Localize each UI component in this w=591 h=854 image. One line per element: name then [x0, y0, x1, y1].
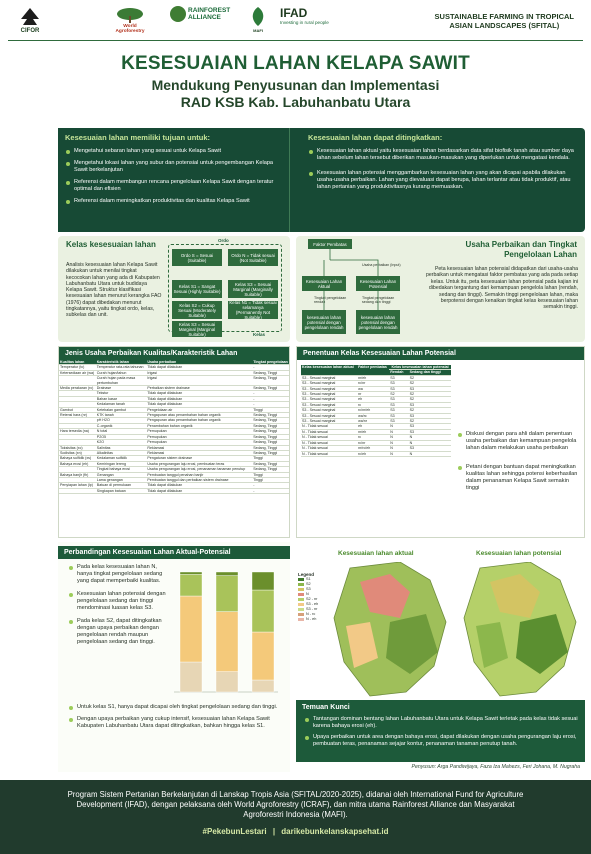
list-item: Pada kelas kesesuaian lahan N, hanya tingkat pengelolaan sedang yang dapat memperbaiki kualitas.	[68, 564, 168, 585]
table-cell: S3	[389, 419, 408, 424]
table-cell: wa	[357, 386, 389, 391]
legend-swatch	[298, 578, 304, 582]
table-cell: Irigasi	[146, 376, 252, 386]
table-cell: wa/nr	[357, 419, 389, 424]
legend-swatch	[298, 598, 304, 602]
bar-segment-N	[216, 672, 238, 692]
table-cell: Batuan di permukaan	[96, 483, 147, 488]
table-cell: Tinggi	[252, 472, 289, 477]
legend-label: N - rc	[306, 612, 316, 616]
table-cell: Drainase	[96, 386, 147, 391]
frog-icon	[170, 6, 186, 22]
icraf-logo: World Agroforestry	[110, 6, 150, 34]
table-cell: eh	[357, 424, 389, 429]
table-cell: Sedang, Tinggi	[252, 376, 289, 386]
table-cell: nr/eh	[357, 375, 389, 380]
bar-segment-S1	[216, 572, 238, 576]
table-cell: Pembuatan tanggul penahan banjir	[146, 472, 252, 477]
comparison-list-wide	[68, 704, 284, 735]
table-cell: K2O	[96, 440, 147, 445]
flow-high-management: kesesuaian lahan potensial dengan pengelolaan rendah	[356, 310, 400, 334]
kelas-s2-box: Kelas S2 = Cukup Sesuai (Moderately Suitable)	[172, 301, 222, 319]
table-cell: S2	[409, 392, 451, 397]
efforts-title: Usaha Perbaikan dan Tingkat Pengelolaan Lahan	[465, 240, 577, 259]
table-cell: N - Tidak sesuai	[301, 446, 357, 451]
page-subtitle: Mendukung Penyusunan dan Implementasi RAD KSB Kab. Labuhanbatu Utara	[151, 77, 440, 110]
table-cell: wa/rc	[357, 413, 389, 418]
table-cell: S3	[389, 397, 408, 402]
cifor-logo: CIFOR	[10, 6, 50, 34]
potential-class-section: Penentuan Kelas Kesesuaian Lahan Potensial Kelas kesesuaian lahan aktual Faktor pembatas Kelas kesesuaian lahan potensial Rendah Sedang dan tinggi S3 - Sesuai marginal nr/eh S3 S2 S3 - Sesuai marginal rc/nr S3 S2 S3 - Sesuai marginal wa S3 S3 S3 - Sesuai marginal nr S2 S2 S3 - Sesuai marginal eh S3 S2 S3 - Sesuai marginal rc S3 S3 S3 - Sesuai marginal rc/nr/eh S3 S2 S3 - Sesuai marginal wa/rc S3 S3 S3 - Sesuai marginal wa/nr S3 S2 N - Tidak sesuai eh N S3 N - Tidak sesuai nr/eh N S3 N - Tidak sesuai rc N N N - Tidak sesuai rc/nr N N N - Tidak sesuai nr/rc/eh N S3 N - Tidak sesuai rc/eh N N Diskusi dengan para ahli dalam penentuan usaha perbaikan dan kemampuan pengelola lahan dalam melakukan usaha perbaikan Petani dengan bantuan dapat meningkatkan kualitas lahan sehingga potensi keberhasilan dalam penanaman Kelapa Sawit semakin tinggi	[296, 346, 585, 538]
table-cell: Temperatur (tc)	[59, 365, 96, 370]
table-cell: N	[389, 435, 408, 440]
legend-label: S2 - nr	[306, 597, 318, 601]
table-cell: Pengapuran atau penambahan bahan organik	[146, 413, 252, 418]
list-item: Mengetahui lokasi lahan yang subur dan potensial untuk pengembangan Kelapa Sawit berkelanjutan	[65, 160, 282, 174]
kelas-s3-marginal-box: Kelas S3 = Sesuai Marginal (Marginal Suitable)	[172, 321, 222, 337]
table-cell: Perbaikan sistem drainase	[146, 386, 252, 391]
table-cell: Sedang, Tinggi	[252, 418, 289, 423]
table-cell: C-organik	[96, 423, 147, 428]
potential-class-table: Kelas kesesuaian lahan aktual Faktor pembatas Kelas kesesuaian lahan potensial Rendah Sedang dan tinggi S3 - Sesuai marginal nr/eh S3 S2 S3 - Sesuai marginal rc/nr S3 S2 S3 - Sesuai marginal wa S3 S3 S3 - Sesuai marginal nr S2 S2 S3 - Sesuai marginal eh S3 S2 S3 - Sesuai marginal rc S3 S3 S3 - Sesuai marginal rc/nr/eh S3 S2 S3 - Sesuai marginal wa/rc S3 S3 S3 - Sesuai marginal wa/nr S3 S2 N - Tidak sesuai eh N S3 N - Tidak sesuai nr/eh N S3 N - Tidak sesuai rc N N N - Tidak sesuai rc/nr N N N - Tidak sesuai nr/rc/eh N S3 N - Tidak sesuai rc/eh N N	[301, 365, 451, 457]
classes-section: Kelas kesesuaian lahan Analisis kesesuaian lahan Kelapa Sawit dilakukan untuk menilai tingkat kecocokan lahan yang ada di Kabupaten Labuhanbatu Utara untuk budidaya Kelapa Sawit. Struktur klasifikasi kesesuaian lahan menurut kerangka FAO (1976) dapat dibedakan menurut tingkatannya, yaitu tingkat ordo, kelas, subkelas dan unit. Ordo Kelas Ordo S = Sesuai (Suitable) Ordo N = Tidak sesuai (Not Suitable) Kelas S1 = Sangat Sesuai (Highly Suitable) Kelas S3 = Sesuai Marginal (Marginally Suitable) Kelas S2 = Cukup Sesuai (Moderately Suitable) Kelas N1 = Tidak sesuai selamanya (Permanently Not Suitable) Kelas S3 = Sesuai Marginal (Marginal Suitable)	[58, 236, 290, 342]
efforts-section: Usaha Perbaikan dan Tingkat Pengelolaan Lahan Faktor Pembatas Usaha perbaikan (Input) Kesesuaian Lahan Aktual Kesesuaian Lahan Potensial Tingkat pengelolaan rendah Tingkat pengelolaan sedang dan tinggi kesesuaian lahan potensial dengan pengelolaan rendah kesesuaian lahan potensial dengan pengelolaan rendah Peta kesesuaian lahan potensial didapatkan dari usaha-usaha perbaikan untuk mengatasi faktor pembatas yang ada pada setiap kelas. Untuk itu, peta kesesuaian lahan potensial pada kajian ini dibedakan tergantung dari kemampuan pengelola lahan (rendah, sedang dan tinggi). Semakin tinggi pengelolaan lahan, maka berpotensi dengan kenaikan tingkat kelas kesesuaian lahan semakin tinggi.	[296, 236, 585, 342]
table-cell: N	[389, 440, 408, 445]
table-cell: N - Tidak sesuai	[301, 451, 357, 456]
table-cell: Pengaturan sistem drainase	[146, 456, 252, 461]
table-cell: Pengapuran atau penambahan bahan organik	[146, 418, 252, 423]
list-item: Tantangan dominan bentang lahan Labuhanbatu Utara untuk Kelapa Sawit terletak pada kelas tidak sesuai karena bahaya erosi (eh).	[304, 716, 578, 730]
legend-swatch	[298, 608, 304, 612]
ifad-logo: IFAD Investing in rural people	[280, 6, 329, 25]
ordo-s-box: Ordo S = Sesuai (Suitable)	[172, 249, 222, 266]
legend-swatch	[298, 583, 304, 587]
list-item: Petani dengan bantuan dapat meningkatkan kualitas lahan sehingga potensi keberhasilan dalam penanaman Kelapa Sawit semakin tinggi	[457, 464, 581, 492]
table-cell: Kedalaman sulfidik	[96, 456, 147, 461]
table-cell: S2	[409, 375, 451, 380]
table-cell: N	[389, 446, 408, 451]
bar-segment-S3	[216, 612, 238, 672]
table-cell: N - Tidak sesuai	[301, 429, 357, 434]
table-cell: Curah hujan pada masa pertumbuhan	[96, 376, 147, 386]
kelas-s3-box: Kelas S3 = Sesuai Marginal (Marginally Suitable)	[228, 280, 278, 298]
table-cell: nr/rc/eh	[357, 446, 389, 451]
table-cell: S2	[409, 381, 451, 386]
table-cell: -	[252, 365, 289, 370]
table-cell: S3	[389, 413, 408, 418]
table-cell: S3 - Sesuai marginal	[301, 375, 357, 380]
table-cell: Kedalaman tanah	[96, 402, 147, 407]
bar-segment-S1	[252, 572, 274, 590]
comparison-list	[68, 564, 168, 652]
table-cell: Sedang, Tinggi	[252, 413, 289, 418]
table-cell: nr	[357, 392, 389, 397]
table-cell: N - Tidak sesuai	[301, 424, 357, 429]
logo-bar	[8, 4, 588, 38]
improvement-section: Kesesuaian lahan dapat ditingkatkan: Kesesuaian lahan aktual yaitu kesesuaian lahan berdasarkan data sifat biofisik tanah atau sumber daya lahan sebelum lahan tersebut diberikan masukan-masukan yang diperlukan untuk mengatasi kendala. Kesesuaian lahan potensial menggambarkan kesesuaian lahan yang akan dicapai apabila dilakukan usaha-usaha perbaikan. Lahan yang dievaluasi dapat berupa, lahan terlantar atau tidak produktif, atau lahan pertanian yang produktivitasnya kurang memuaskan.	[300, 128, 585, 232]
potential-class-table-wrap	[301, 365, 451, 457]
table-cell	[59, 376, 96, 386]
improvement-table: Kualitas lahan Karakteristik lahan Usaha perbaikan Tingkat pengelolaan Temperatur (tc) Temperatur rata-rata tahunan Tidak dapat dilakukan - Ketersediaan air (wa) Curah hujan/tahun Irigasi Sedang, Tinggi Curah hujan pada masa pertumbuhan Irigasi Sedang, Tinggi Media perakaran (rc) Drainase Perbaikan sistem drainase Sedang, Tinggi Tekstur Tidak dapat dilakukan - Bahan kasar Tidak dapat dilakukan - Kedalaman tanah Tidak dapat dilakukan - Gambut Ketebalan gambut Pengelolaan air Tinggi Retensi hara (nr) KTK tanah Pengapuran atau penambahan bahan organik Sedang, Tinggi pH H2O Pengapuran atau penambahan bahan organik Sedang, Tinggi C-organik Penambahan bahan organik Sedang, Tinggi Hara tersedia (na) N total Pemupukan Sedang, Tinggi P2O5 Pemupukan Sedang, Tinggi K2O Pemupukan Sedang, Tinggi Toksisitas (xc) Salinitas Reklamasi Sedang, Tinggi Sodisitas (xn) Alkalinitas Reklamasi Sedang, Tinggi Bahaya sulfidik (xs) Kedalaman sulfidik Pengaturan sistem drainase Tinggi Bahaya erosi (eh) Kemiringan lereng Usaha pengurangan laju erosi, pembuatan teras Sedang, Tinggi Tingkat bahaya erosi Usaha pengurangan laju erosi, penanaman tanaman penutup Sedang, Tinggi Bahaya banjir (fh) Genangan Pembuatan tanggul penahan banjir Tinggi Lama genangan Pembuatan tanggul dan perbaikan sistem drainase Tinggi Penyiapan lahan (lp) Batuan di permukaan Tidak dapat dilakukan - Singkapan batuan Tidak dapat dilakukan -	[60, 360, 288, 493]
footer	[0, 780, 591, 854]
table-cell: S3	[389, 381, 408, 386]
legend-swatch	[298, 593, 304, 597]
table-cell: nr/eh	[357, 429, 389, 434]
flow-potential: Kesesuaian Lahan Potensial	[356, 276, 400, 291]
table-cell: S2	[409, 397, 451, 402]
table-cell: N - Tidak sesuai	[301, 435, 357, 440]
table-row	[59, 376, 289, 386]
legend-item	[298, 617, 330, 622]
legend-label: N	[306, 592, 309, 596]
tree-icon	[18, 6, 42, 28]
table-cell: Penambahan bahan organik	[146, 423, 252, 428]
table-cell: S3 - Sesuai marginal	[301, 386, 357, 391]
table-cell: N	[389, 429, 408, 434]
table-cell: Retensi hara (nr)	[59, 413, 96, 418]
table-cell: rc	[357, 435, 389, 440]
table-cell: -	[252, 402, 289, 407]
table-row	[59, 488, 289, 493]
table-cell: S3	[389, 375, 408, 380]
comparison-section: Perbandingan Kesesuaian Lahan Aktual-Potensial Pada kelas kesesuaian lahan N, hanya tingkat pengelolaan sedang yang dapat memperbaiki kualitas. Kesesuaian lahan potensial dengan pengelolaan sedang dan tinggi mendominasi luasan kelas S3. Pada kelas S2, dapat ditingkatkan dengan upaya perbaikan dengan pengelolaan rendah maupun pengelolaan sedang dan tinggi. Untuk kelas S1, hanya dapat dicapai oleh tingkat pengelolaan sedang dan tinggi. Dengan upaya perbaikan yang cukup intensif, kesesuaian lahan Kelapa Sawit Kabupaten Labuhanbatu Utara dapat ditingkatkan, bahkan hingga kelas S1.	[58, 542, 290, 772]
header-divider	[8, 40, 583, 41]
list-item: Pada kelas S2, dapat ditingkatkan dengan upaya perbaikan dengan pengelolaan rendah maupun pengelolaan sedang dan tinggi.	[68, 618, 168, 646]
table-cell: Sedang, Tinggi	[252, 467, 289, 472]
table-cell: S3 - Sesuai marginal	[301, 419, 357, 424]
objectives-list	[65, 148, 282, 205]
maps-section: Kesesuaian lahan aktual Kesesuaian lahan potensial Legend S1 S2 S3 N S2 - nr S3 - eh S3 - nr N - rc N - eh	[296, 542, 585, 700]
table-cell: Bahan kasar	[96, 396, 147, 401]
table-cell: Tidak dapat dilakukan	[146, 365, 252, 370]
legend-label: N - eh	[306, 617, 317, 621]
table-cell: Tingkat bahaya erosi	[96, 467, 147, 472]
leaf-icon	[248, 6, 268, 28]
program-title: SUSTAINABLE FARMING IN TROPICAL ASIAN LANDSCAPES (SFITAL)	[434, 12, 574, 30]
table-cell: S3	[409, 424, 451, 429]
table-cell: Sedang, Tinggi	[252, 423, 289, 428]
table-cell: S3	[389, 386, 408, 391]
list-item: Untuk kelas S1, hanya dapat dicapai oleh tingkat pengelolaan sedang dan tinggi.	[68, 704, 284, 711]
comparison-chart	[170, 566, 282, 704]
table-row	[301, 451, 451, 456]
table-cell: S3	[389, 408, 408, 413]
table-cell: Tidak dapat dilakukan	[146, 396, 252, 401]
table-cell: Usaha pengurangan laju erosi, penanaman tanaman penutup	[146, 467, 252, 472]
kelas-s1-box: Kelas S1 = Sangat Sesuai (Highly Suitable)	[172, 280, 222, 298]
list-item: Kesesuaian lahan aktual yaitu kesesuaian lahan berdasarkan data sifat biofisik tanah atau sumber daya lahan sebelum lahan tersebut diberikan masukan-masukan yang diperlukan untuk mengatasi kendala.	[308, 148, 577, 162]
table-cell: Lama genangan	[96, 477, 147, 482]
tree-icon	[115, 6, 145, 24]
improvement-table-section: Jenis Usaha Perbaikan Kualitas/Karakteristik Lahan Kualitas lahan Karakteristik lahan Usaha perbaikan Tingkat pengelolaan Temperatur (tc) Temperatur rata-rata tahunan Tidak dapat dilakukan - Ketersediaan air (wa) Curah hujan/tahun Irigasi Sedang, Tinggi Curah hujan pada masa pertumbuhan Irigasi Sedang, Tinggi Media perakaran (rc) Drainase Perbaikan sistem drainase Sedang, Tinggi Tekstur Tidak dapat dilakukan - Bahan kasar Tidak dapat dilakukan - Kedalaman tanah Tidak dapat dilakukan - Gambut Ketebalan gambut Pengelolaan air Tinggi Retensi hara (nr) KTK tanah Pengapuran atau penambahan bahan organik Sedang, Tinggi pH H2O Pengapuran atau penambahan bahan organik Sedang, Tinggi C-organik Penambahan bahan organik Sedang, Tinggi Hara tersedia (na) N total Pemupukan Sedang, Tinggi P2O5 Pemupukan Sedang, Tinggi K2O Pemupukan Sedang, Tinggi Toksisitas (xc) Salinitas Reklamasi Sedang, Tinggi Sodisitas (xn) Alkalinitas Reklamasi Sedang, Tinggi Bahaya sulfidik (xs) Kedalaman sulfidik Pengaturan sistem drainase Tinggi Bahaya erosi (eh) Kemiringan lereng Usaha pengurangan laju erosi, pembuatan teras Sedang, Tinggi Tingkat bahaya erosi Usaha pengurangan laju erosi, penanaman tanaman penutup Sedang, Tinggi Bahaya banjir (fh) Genangan Pembuatan tanggul penahan banjir Tinggi Lama genangan Pembuatan tanggul dan perbaikan sistem drainase Tinggi Penyiapan lahan (lp) Batuan di permukaan Tidak dapat dilakukan - Singkapan batuan Tidak dapat dilakukan -	[58, 346, 290, 538]
table-cell: Pemupukan	[146, 429, 252, 434]
legend-swatch	[298, 613, 304, 617]
table-cell: rc/nr	[357, 381, 389, 386]
footer-links: #PekebunLestari | darikebunkelanskapsehat.id	[202, 827, 389, 836]
table-cell: Tinggi	[252, 456, 289, 461]
table-cell: S3 - Sesuai marginal	[301, 413, 357, 418]
table-cell: Sedang, Tinggi	[252, 461, 289, 466]
table-cell: S3 - Sesuai marginal	[301, 392, 357, 397]
flow-actual: Kesesuaian Lahan Aktual	[302, 276, 346, 291]
table-cell: S3	[409, 386, 451, 391]
table-cell: Tidak dapat dilakukan	[146, 483, 252, 488]
table-cell: N	[409, 435, 451, 440]
list-item: Kesesuaian lahan potensial dengan pengelolaan sedang dan tinggi mendominasi luasan kelas S3.	[68, 591, 168, 612]
actual-suitability-map	[330, 562, 450, 698]
findings-list	[304, 716, 578, 753]
table-cell: -	[252, 396, 289, 401]
table-cell: Reklamasi	[146, 450, 252, 455]
mafi-logo: MAFI	[246, 6, 270, 33]
improvement-list	[308, 148, 577, 191]
table-cell: N	[389, 424, 408, 429]
potential-suitability-map	[460, 562, 580, 698]
table-cell: Genangan	[96, 472, 147, 477]
table-cell: Bahaya sulfidik (xs)	[59, 456, 96, 461]
potential-notes	[457, 431, 581, 497]
table-cell: S2	[389, 392, 408, 397]
table-cell: Media perakaran (rc)	[59, 386, 96, 391]
list-item: Mengetahui sebaran lahan yang sesuai untuk Kelapa Sawit	[65, 148, 282, 155]
table-cell: Hara tersedia (na)	[59, 429, 96, 434]
table-cell: Salinitas	[96, 445, 147, 450]
website-link[interactable]: darikebunkelanskapsehat.id	[281, 827, 389, 836]
rainforest-alliance-logo: RAINFOREST ALLIANCE	[168, 6, 234, 22]
table-cell: Tinggi	[252, 407, 289, 412]
table-cell: Penyiapan lahan (lp)	[59, 483, 96, 488]
table-cell: Sodisitas (xn)	[59, 450, 96, 455]
legend-label: S1	[306, 577, 311, 581]
bar-segment-S1	[180, 572, 202, 574]
table-cell: S3 - Sesuai marginal	[301, 381, 357, 386]
table-cell: rc/eh	[357, 451, 389, 456]
list-item: Kesesuaian lahan potensial menggambarkan kesesuaian lahan yang akan dicapai apabila dilakukan usaha-usaha perbaikan. Lahan yang dievaluasi dapat berupa, lahan terlantar atau tidak produktif, atau lahan pertanian yang produktivitasnya kurang memuaskan.	[308, 170, 577, 191]
table-cell: Toksisitas (xc)	[59, 445, 96, 450]
map-legend: Legend S1 S2 S3 N S2 - nr S3 - eh S3 - nr N - rc N - eh	[298, 572, 330, 622]
bar-segment-S2	[216, 576, 238, 612]
table-cell: Curah hujan/tahun	[96, 370, 147, 375]
table-cell: -	[252, 483, 289, 488]
legend-swatch	[298, 603, 304, 607]
table-cell: Sedang, Tinggi	[252, 445, 289, 450]
table-cell: N	[409, 440, 451, 445]
bar-segment-S3	[252, 632, 274, 680]
kelas-n1-box: Kelas N1 = Tidak sesuai selamanya (Permanently Not Suitable)	[229, 300, 277, 320]
table-cell: Pengelolaan air	[146, 407, 252, 412]
table-cell: S3	[389, 402, 408, 407]
list-item: Diskusi dengan para ahli dalam penentuan usaha perbaikan dan kemampuan pengelola lahan dalam melakukan usaha perbaikan	[457, 431, 581, 452]
table-cell: Tekstur	[96, 391, 147, 396]
table-cell: Sedang, Tinggi	[252, 429, 289, 434]
table-cell: Tidak dapat dilakukan	[146, 402, 252, 407]
table-cell: S3	[409, 446, 451, 451]
table-cell: S2	[409, 408, 451, 413]
legend-swatch	[298, 588, 304, 592]
table-cell: Sedang, Tinggi	[252, 370, 289, 375]
table-cell: N - Tidak sesuai	[301, 440, 357, 445]
flow-low-management: kesesuaian lahan potensial dengan pengelolaan rendah	[302, 310, 346, 334]
table-cell: Temperatur rata-rata tahunan	[96, 365, 147, 370]
page-title: KESESUAIAN LAHAN KELAPA SAWIT	[121, 53, 470, 74]
table-cell: Sedang, Tinggi	[252, 450, 289, 455]
flow-limiting-factor: Faktor Pembatas	[308, 239, 352, 249]
table-cell: Singkapan batuan	[96, 488, 147, 493]
legend-label: S3 - nr	[306, 607, 318, 611]
table-cell: pH H2O	[96, 418, 147, 423]
legend-label: S3 - eh	[306, 602, 319, 606]
list-item: Upaya perbaikan untuk area dengan bahaya erosi, dapat dilakukan dengan usaha pengurangan laju erosi, pembuatan teras, penanaman sejajar kontur, penanaman tanaman penutup tanah.	[304, 734, 578, 748]
table-cell: Sedang, Tinggi	[252, 440, 289, 445]
table-cell: Sedang, Tinggi	[252, 386, 289, 391]
table-cell: Reklamasi	[146, 445, 252, 450]
table-cell: Pembuatan tanggul dan perbaikan sistem drainase	[146, 477, 252, 482]
table-cell: S3 - Sesuai marginal	[301, 397, 357, 402]
table-cell: Tinggi	[252, 477, 289, 482]
bar-segment-N	[180, 662, 202, 692]
table-cell: Sedang, Tinggi	[252, 434, 289, 439]
table-cell: -	[252, 391, 289, 396]
table-cell: Tidak dapat dilakukan	[146, 488, 252, 493]
objectives-section: Kesesuaian lahan memiliki tujuan untuk: Mengetahui sebaran lahan yang sesuai untuk Kelapa Sawit Mengetahui lokasi lahan yang subur dan potensial untuk pengembangan Kelapa Sawit berkelanjutan Referensi dalam membangun rencana pengelolaan Kelapa Sawit dengan teratur optimal dan efisien Referensi dalam meningkatkan produktivitas dan kualitas Kelapa Sawit	[58, 128, 290, 232]
table-cell: Kemiringan lereng	[96, 461, 147, 466]
authors: Penyusun: Arga Pandiwijaya, Faza Iza Mahezs, Feri Johana, M. Nugraha	[411, 764, 580, 770]
table-cell: rc/nr/eh	[357, 408, 389, 413]
table-cell: Bahaya banjir (fh)	[59, 472, 96, 477]
list-item: Referensi dalam meningkatkan produktivitas dan kualitas Kelapa Sawit	[65, 198, 282, 205]
table-cell: S3	[409, 429, 451, 434]
hashtag-link[interactable]: #PekebunLestari	[202, 827, 267, 836]
table-cell: N total	[96, 429, 147, 434]
table-cell: eh	[357, 397, 389, 402]
flow-arrows	[296, 236, 416, 342]
table-cell: S2	[409, 419, 451, 424]
table-cell: Alkalinitas	[96, 450, 147, 455]
table-cell: S3 - Sesuai marginal	[301, 408, 357, 413]
table-cell: Usaha pengurangan laju erosi, pembuatan teras	[146, 461, 252, 466]
legend-label: S2	[306, 582, 311, 586]
table-cell: Gambut	[59, 407, 96, 412]
legend-label: S3	[306, 587, 311, 591]
table-cell: N	[389, 451, 408, 456]
table-cell: Bahaya erosi (eh)	[59, 461, 96, 466]
table-cell: S3	[409, 413, 451, 418]
table-cell: S3	[409, 402, 451, 407]
table-cell: Pemupukan	[146, 440, 252, 445]
ordo-n-box: Ordo N = Tidak sesuai (Not Suitable)	[228, 249, 278, 266]
table-cell: -	[252, 488, 289, 493]
bar-segment-N	[252, 680, 274, 692]
bar-segment-S2	[252, 590, 274, 632]
findings-section: Temuan Kunci Tantangan dominan bentang lahan Labuhanbatu Utara untuk Kelapa Sawit terletak pada kelas tidak sesuai karena bahaya erosi (eh). Upaya perbaikan untuk area dengan bahaya erosi, dapat dilakukan dengan usaha pengurangan laju erosi, pembuatan teras, penanaman sejajar kontur, penanaman tanaman penutup tanah.	[296, 700, 585, 762]
table-cell: N	[409, 451, 451, 456]
list-item: Referensi dalam membangun rencana pengelolaan Kelapa Sawit dengan teratur optimal dan efisien	[65, 179, 282, 193]
table-cell: Ketersediaan air (wa)	[60, 370, 95, 375]
table-cell	[59, 488, 96, 493]
footer-text: Program Sistem Pertanian Berkelanjutan di Lanskap Tropis Asia (SFITAL/2020-2025), didanai oleh International Fund for Agriculture Development (IFAD), dengan pelaksana oleh World Agroforestry (ICRAF), dan mitra utama Rainforest Alliance dan Masyarakat Agroforestri Indonesia (MAFI).	[67, 790, 524, 819]
table-cell: rc/nr	[357, 440, 389, 445]
table-cell: S3 - Sesuai marginal	[301, 402, 357, 407]
list-item: Dengan upaya perbaikan yang cukup intensif, kesesuaian lahan Kelapa Sawit Kabupaten Labuhanbatu Utara dapat ditingkatkan, bahkan hingga kelas S1.	[68, 716, 284, 730]
table-cell: Irigasi	[146, 370, 252, 375]
table-cell: Ketebalan gambut	[96, 407, 147, 412]
table-cell: KTK tanah	[96, 413, 147, 418]
table-cell: P2O5	[96, 434, 147, 439]
table-cell: Tidak dapat dilakukan	[146, 391, 252, 396]
table-cell: Pemupukan	[146, 434, 252, 439]
table-cell: rc	[357, 402, 389, 407]
bar-segment-S3	[180, 596, 202, 662]
legend-swatch	[298, 618, 304, 622]
bar-segment-S2	[180, 574, 202, 596]
